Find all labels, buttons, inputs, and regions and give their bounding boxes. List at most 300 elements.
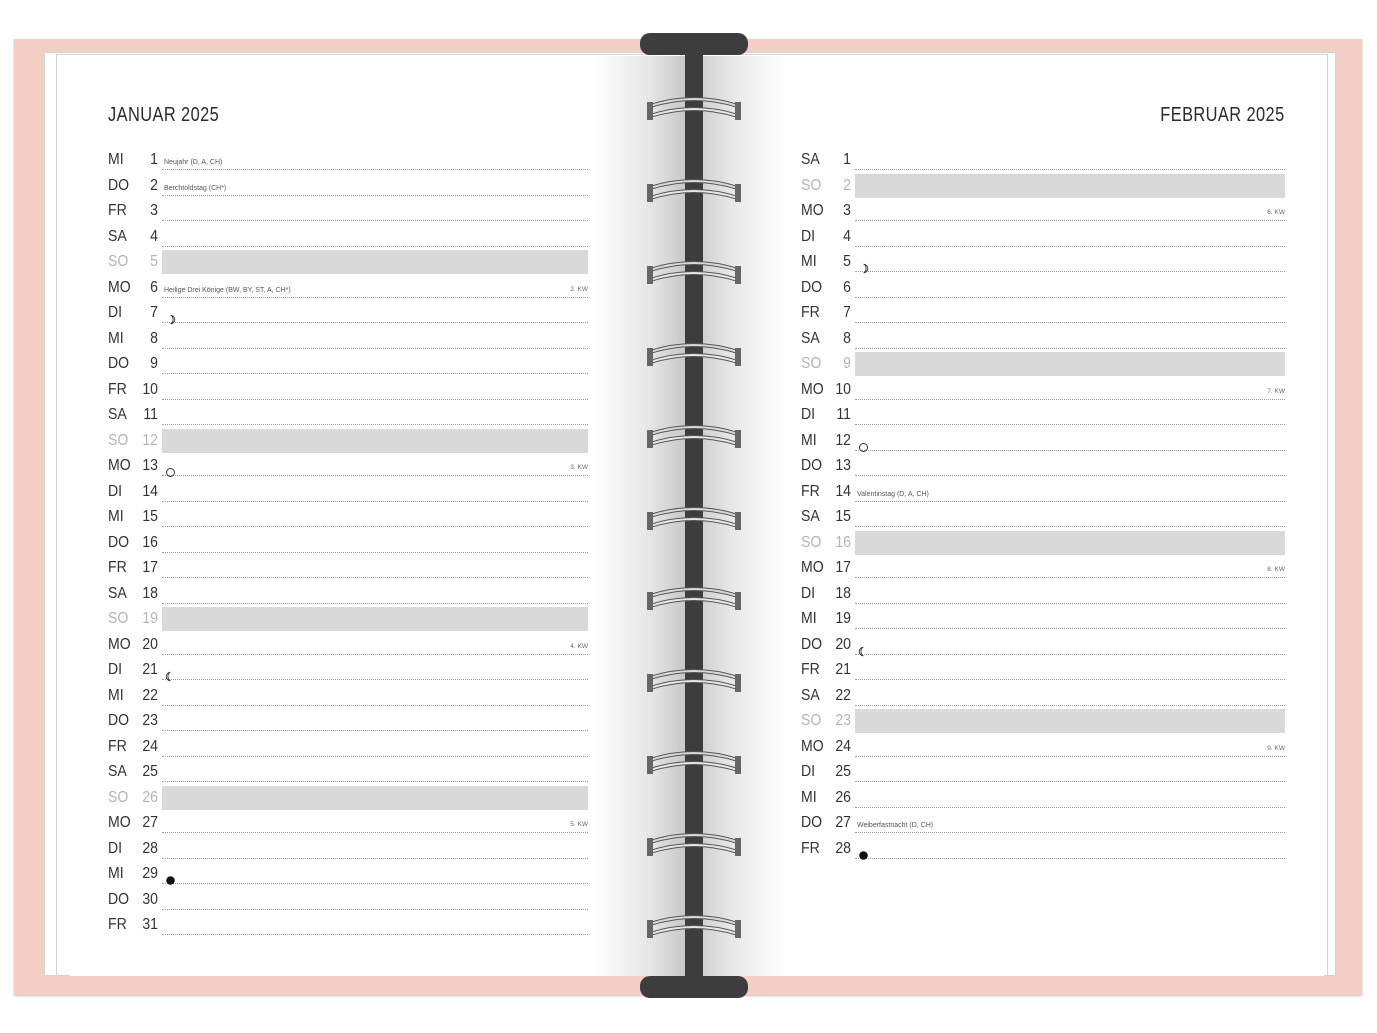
- weekday-label: DI: [108, 661, 123, 678]
- day-number: 7: [150, 304, 158, 321]
- day-row: [108, 454, 588, 479]
- day-number: 7: [843, 304, 851, 321]
- weekday-label: SA: [801, 508, 820, 525]
- writing-line[interactable]: [855, 628, 1285, 629]
- day-label: [108, 811, 158, 836]
- day-row: [801, 684, 1285, 709]
- weekday-label: MI: [108, 865, 124, 882]
- day-row: [801, 301, 1285, 326]
- day-number: 2: [150, 176, 158, 194]
- writing-line[interactable]: [162, 169, 588, 170]
- moon-new-icon: [858, 846, 869, 857]
- day-row: [801, 480, 1285, 505]
- spiral-ring: [646, 666, 742, 694]
- day-number: 8: [843, 329, 851, 347]
- moon-last-quarter-icon: [858, 642, 869, 653]
- spiral-ring: [646, 94, 742, 122]
- month-title-february: FEBRUAR 2025: [1160, 104, 1285, 126]
- writing-line[interactable]: [855, 424, 1285, 425]
- weekday-label: DO: [108, 176, 130, 194]
- day-row: [108, 352, 588, 377]
- writing-line[interactable]: [162, 756, 588, 757]
- weekday-label: DI: [801, 584, 816, 602]
- day-number: 15: [142, 508, 158, 525]
- weekday-label: SA: [108, 763, 127, 780]
- sunday-bar: [162, 607, 588, 631]
- day-row: [108, 301, 588, 326]
- day-number: 16: [142, 533, 158, 551]
- writing-line[interactable]: [855, 246, 1285, 247]
- day-number: 22: [142, 686, 158, 704]
- sunday-bar: [855, 174, 1285, 198]
- day-number: 9: [843, 355, 851, 372]
- day-number: 11: [143, 406, 158, 423]
- writing-line[interactable]: [855, 169, 1285, 170]
- moon-first-quarter-icon: [165, 310, 176, 321]
- weekday-label: MI: [801, 788, 817, 806]
- weekday-label: DI: [801, 406, 816, 423]
- weekday-label: SO: [801, 355, 822, 372]
- day-number: 8: [150, 329, 158, 347]
- day-number: 29: [142, 865, 158, 882]
- writing-line[interactable]: [855, 603, 1285, 604]
- day-number: 5: [150, 253, 158, 270]
- writing-line[interactable]: [162, 475, 588, 476]
- day-label: [801, 760, 851, 785]
- day-number: 12: [835, 431, 851, 449]
- day-row: [801, 174, 1285, 199]
- weekday-label: DI: [801, 227, 816, 245]
- day-row: [801, 454, 1285, 479]
- weekday-label: DO: [108, 533, 130, 551]
- day-number: 16: [835, 533, 851, 551]
- writing-line[interactable]: [162, 348, 588, 349]
- weekday-label: SA: [801, 151, 820, 168]
- day-label: [801, 199, 851, 224]
- day-number: 25: [835, 763, 851, 780]
- weekday-label: SA: [801, 329, 820, 347]
- weekday-label: MO: [108, 635, 131, 653]
- day-row: [801, 582, 1285, 607]
- weekday-label: FR: [801, 661, 820, 678]
- day-label: [801, 633, 851, 658]
- day-label: [108, 658, 158, 683]
- day-row: [108, 480, 588, 505]
- day-label: [801, 378, 851, 403]
- spiral-ring: [646, 176, 742, 204]
- day-label: [108, 582, 158, 607]
- day-row: [108, 429, 588, 454]
- day-row: [108, 837, 588, 862]
- weekday-label: MI: [801, 253, 817, 270]
- day-row: [108, 735, 588, 760]
- day-number: 28: [835, 839, 851, 857]
- writing-line[interactable]: [162, 424, 588, 425]
- day-row: [108, 811, 588, 836]
- day-label: [108, 888, 158, 913]
- day-label: [108, 684, 158, 709]
- writing-line[interactable]: [162, 501, 588, 502]
- day-row: [108, 174, 588, 199]
- day-row: [108, 327, 588, 352]
- day-label: [108, 607, 158, 632]
- writing-line[interactable]: [162, 654, 588, 655]
- writing-line[interactable]: [162, 858, 588, 859]
- writing-line[interactable]: [162, 883, 588, 884]
- day-row: [108, 531, 588, 556]
- day-number: 23: [835, 712, 851, 729]
- day-number: 4: [843, 227, 851, 245]
- day-number: 14: [835, 482, 851, 500]
- day-number: 4: [150, 227, 158, 245]
- day-label: [108, 174, 158, 199]
- day-number: 13: [142, 457, 158, 474]
- writing-line[interactable]: [162, 577, 588, 578]
- day-label: [108, 735, 158, 760]
- weekday-label: FR: [108, 202, 127, 219]
- day-number: 3: [843, 202, 851, 219]
- day-label: [108, 429, 158, 454]
- weekday-label: DO: [801, 635, 823, 653]
- sunday-bar: [855, 352, 1285, 376]
- day-row: [801, 709, 1285, 734]
- day-label: [801, 607, 851, 632]
- spiral-ring: [646, 912, 742, 940]
- sunday-bar: [855, 709, 1285, 733]
- weekday-label: MI: [801, 610, 817, 627]
- day-number: 1: [150, 151, 158, 168]
- writing-line[interactable]: [855, 220, 1285, 221]
- day-row: [108, 684, 588, 709]
- calendar-week-label: 4. KW: [570, 642, 588, 650]
- weekday-label: SO: [801, 712, 822, 729]
- day-label: [801, 301, 851, 326]
- day-label: [108, 633, 158, 658]
- weekday-label: MO: [801, 380, 824, 398]
- writing-line[interactable]: [855, 501, 1285, 502]
- spiral-ring: [646, 504, 742, 532]
- writing-line[interactable]: [855, 756, 1285, 757]
- day-row: [108, 582, 588, 607]
- weekday-label: SO: [108, 431, 129, 449]
- day-label: [108, 327, 158, 352]
- day-row: [801, 429, 1285, 454]
- day-number: 20: [835, 635, 851, 653]
- day-row: [801, 658, 1285, 683]
- day-row: [801, 199, 1285, 224]
- weekday-label: DO: [801, 814, 823, 831]
- day-number: 25: [142, 763, 158, 780]
- day-row: [108, 250, 588, 275]
- day-label: [801, 735, 851, 760]
- weekday-label: FR: [108, 559, 127, 576]
- day-label: [801, 786, 851, 811]
- day-label: [801, 250, 851, 275]
- day-row: [801, 811, 1285, 836]
- day-label: [801, 429, 851, 454]
- day-label: [801, 658, 851, 683]
- spiral-ring: [646, 422, 742, 450]
- day-row: [801, 735, 1285, 760]
- day-label: [108, 378, 158, 403]
- weekday-label: FR: [801, 304, 820, 321]
- day-label: [108, 760, 158, 785]
- day-label: [801, 276, 851, 301]
- day-row: [108, 276, 588, 301]
- writing-line[interactable]: [162, 322, 588, 323]
- weekday-label: MI: [801, 431, 817, 449]
- day-row: [801, 607, 1285, 632]
- calendar-week-label: 3. KW: [570, 464, 588, 471]
- spine-cap-top: [640, 33, 748, 55]
- weekday-label: DI: [108, 839, 123, 857]
- writing-line[interactable]: [162, 195, 588, 196]
- day-row: [801, 250, 1285, 275]
- day-row: [108, 556, 588, 581]
- weekday-label: SO: [108, 610, 129, 627]
- weekday-label: MO: [108, 457, 131, 474]
- day-number: 21: [835, 661, 851, 678]
- day-label: [108, 837, 158, 862]
- day-number: 3: [150, 202, 158, 219]
- spine-cap-bottom: [640, 976, 748, 998]
- day-row: [108, 709, 588, 734]
- day-number: 24: [142, 737, 158, 755]
- weekday-label: SO: [801, 176, 822, 194]
- day-number: 14: [142, 482, 158, 500]
- spiral-ring: [646, 830, 742, 858]
- day-number: 27: [835, 814, 851, 831]
- writing-line[interactable]: [162, 526, 588, 527]
- day-row: [801, 837, 1285, 862]
- weekday-label: DO: [108, 712, 130, 729]
- spiral-ring: [646, 584, 742, 612]
- calendar-week-label: 7. KW: [1267, 387, 1285, 395]
- writing-line[interactable]: [855, 705, 1285, 706]
- writing-line[interactable]: [855, 526, 1285, 527]
- writing-line[interactable]: [162, 909, 588, 910]
- weekday-label: MI: [108, 329, 124, 347]
- day-number: 11: [836, 406, 851, 423]
- writing-line[interactable]: [162, 832, 588, 833]
- weekday-label: DO: [108, 890, 130, 908]
- day-label: [108, 480, 158, 505]
- day-label: [108, 913, 158, 938]
- day-number: 30: [142, 890, 158, 908]
- sunday-bar: [855, 531, 1285, 555]
- weekday-label: SA: [108, 227, 127, 245]
- weekday-label: SO: [801, 533, 822, 551]
- calendar-week-label: 5. KW: [570, 821, 588, 828]
- day-row: [801, 378, 1285, 403]
- writing-line[interactable]: [162, 705, 588, 706]
- weekday-label: FR: [801, 482, 820, 500]
- weekday-label: MI: [108, 686, 124, 704]
- writing-line[interactable]: [855, 297, 1285, 298]
- day-label: [801, 225, 851, 250]
- day-label: [801, 174, 851, 199]
- weekday-label: FR: [801, 839, 820, 857]
- day-number: 26: [835, 788, 851, 806]
- day-label: [108, 505, 158, 530]
- weekday-label: DO: [108, 355, 130, 372]
- writing-line[interactable]: [855, 654, 1285, 655]
- weekday-label: SO: [108, 253, 129, 270]
- spiral-ring: [646, 258, 742, 286]
- day-label: [801, 403, 851, 428]
- spiral-ring: [646, 340, 742, 368]
- day-label: [801, 352, 851, 377]
- writing-line[interactable]: [855, 475, 1285, 476]
- day-row: [801, 352, 1285, 377]
- day-number: 28: [142, 839, 158, 857]
- writing-line[interactable]: [855, 832, 1285, 833]
- day-label: [801, 709, 851, 734]
- sunday-bar: [162, 429, 588, 453]
- day-row: [801, 327, 1285, 352]
- day-row: [801, 403, 1285, 428]
- holiday-note: Weiberfastnacht (D, CH): [857, 822, 934, 829]
- day-label: [108, 250, 158, 275]
- writing-line[interactable]: [162, 297, 588, 298]
- day-row: [108, 225, 588, 250]
- day-label: [108, 531, 158, 556]
- day-label: [801, 480, 851, 505]
- day-number: 27: [142, 814, 158, 831]
- day-row: [108, 888, 588, 913]
- writing-line[interactable]: [855, 348, 1285, 349]
- writing-line[interactable]: [162, 781, 588, 782]
- calendar-week-label: 8. KW: [1267, 566, 1285, 573]
- weekday-label: MI: [108, 151, 124, 168]
- weekday-label: FR: [108, 380, 127, 398]
- writing-line[interactable]: [855, 781, 1285, 782]
- day-label: [108, 276, 158, 301]
- calendar-week-label: 9. KW: [1267, 744, 1285, 752]
- day-number: 18: [835, 584, 851, 602]
- day-label: [108, 454, 158, 479]
- weekday-label: DO: [801, 457, 823, 474]
- day-row: [108, 403, 588, 428]
- day-label: [108, 352, 158, 377]
- weekday-label: MO: [801, 737, 824, 755]
- day-label: [801, 684, 851, 709]
- day-number: 17: [142, 559, 158, 576]
- day-number: 10: [835, 380, 851, 398]
- day-number: 12: [142, 431, 158, 449]
- weekday-label: MO: [108, 814, 131, 831]
- writing-line[interactable]: [855, 399, 1285, 400]
- day-label: [108, 862, 158, 887]
- day-number: 10: [142, 380, 158, 398]
- day-number: 6: [843, 278, 851, 296]
- day-label: [801, 837, 851, 862]
- writing-line[interactable]: [162, 603, 588, 604]
- moon-new-icon: [165, 871, 176, 882]
- day-row: [801, 505, 1285, 530]
- day-label: [801, 556, 851, 581]
- weekday-label: MO: [801, 559, 824, 576]
- weekday-label: MO: [108, 278, 131, 296]
- day-label: [108, 556, 158, 581]
- holiday-note: Valentinstag (D, A, CH): [857, 490, 929, 498]
- day-row: [801, 276, 1285, 301]
- day-label: [108, 709, 158, 734]
- day-row: [108, 658, 588, 683]
- weekday-label: MO: [801, 202, 824, 219]
- day-label: [801, 531, 851, 556]
- day-number: 19: [835, 610, 851, 627]
- day-row: [108, 607, 588, 632]
- sunday-bar: [162, 786, 588, 810]
- day-label: [801, 454, 851, 479]
- writing-line[interactable]: [162, 934, 588, 935]
- day-number: 6: [150, 278, 158, 296]
- holiday-note: Heilige Drei Könige (BW, BY, ST, A, CH*): [164, 286, 291, 294]
- weekday-label: SA: [108, 406, 127, 423]
- writing-line[interactable]: [162, 552, 588, 553]
- writing-line[interactable]: [162, 373, 588, 374]
- day-label: [108, 786, 158, 811]
- day-label: [801, 582, 851, 607]
- day-label: [801, 148, 851, 173]
- day-label: [801, 811, 851, 836]
- day-row: [801, 556, 1285, 581]
- writing-line[interactable]: [162, 246, 588, 247]
- day-row: [801, 225, 1285, 250]
- writing-line[interactable]: [162, 679, 588, 680]
- writing-line[interactable]: [162, 399, 588, 400]
- day-number: 13: [835, 457, 851, 474]
- weekday-label: DI: [108, 482, 123, 500]
- calendar-week-label: 2. KW: [570, 285, 588, 293]
- weekday-label: SA: [108, 584, 127, 602]
- weekday-label: MI: [108, 508, 124, 525]
- day-row: [108, 148, 588, 173]
- day-number: 18: [142, 584, 158, 602]
- day-row: [108, 862, 588, 887]
- weekday-label: FR: [108, 916, 127, 933]
- day-label: [108, 403, 158, 428]
- day-label: [108, 301, 158, 326]
- writing-line[interactable]: [162, 730, 588, 731]
- writing-line[interactable]: [162, 220, 588, 221]
- day-row: [108, 199, 588, 224]
- day-row: [108, 633, 588, 658]
- day-number: 1: [843, 151, 851, 168]
- day-row: [108, 505, 588, 530]
- moon-full-icon: [165, 463, 176, 474]
- weekday-label: SA: [801, 686, 820, 704]
- writing-line[interactable]: [855, 858, 1285, 859]
- day-number: 21: [142, 661, 158, 678]
- moon-last-quarter-icon: [165, 667, 176, 678]
- writing-line[interactable]: [855, 271, 1285, 272]
- writing-line[interactable]: [855, 322, 1285, 323]
- day-row: [108, 786, 588, 811]
- writing-line[interactable]: [855, 577, 1285, 578]
- writing-line[interactable]: [855, 807, 1285, 808]
- day-label: [801, 505, 851, 530]
- holiday-note: Neujahr (D, A, CH): [164, 159, 223, 166]
- day-number: 24: [835, 737, 851, 755]
- writing-line[interactable]: [855, 679, 1285, 680]
- day-row: [801, 633, 1285, 658]
- holiday-note: Berchtoldstag (CH*): [164, 184, 227, 192]
- day-number: 23: [142, 712, 158, 729]
- writing-line[interactable]: [855, 450, 1285, 451]
- day-number: 31: [142, 916, 158, 933]
